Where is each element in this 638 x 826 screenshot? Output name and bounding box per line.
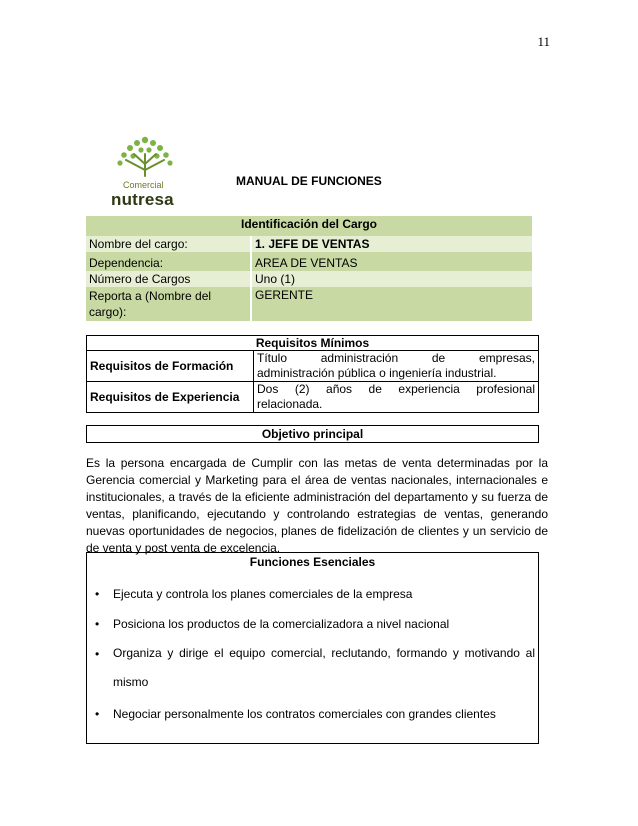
objetivo-text: Es la persona encargada de Cumplir con las metas de venta determinadas por la Gerencia comercial y Marketing para el área de ventas nacionales, internacionales e institucionales, a través de la eficiente administración del departamento y su fuerza de ventas, planificando, ejecutando y controlando estrategias de ventas, generando nuevas oportunidades de negocios, planes de fidelización de clientes y un servicio de de venta y post venta de excelencia.	[86, 456, 548, 555]
list-item-text: Ejecuta y controla los planes comerciales de la empresa	[113, 587, 413, 601]
row-label: Dependencia:	[86, 252, 250, 271]
identificacion-title: Identificación del Cargo	[86, 216, 532, 236]
logo-text-comercial: Comercial	[123, 180, 164, 190]
list-item-text: Posiciona los productos de la comercializadora a nivel nacional	[113, 617, 450, 631]
list-item	[95, 579, 535, 609]
bullet-icon: •	[95, 707, 100, 721]
company-logo	[96, 130, 194, 214]
table-row	[87, 382, 539, 413]
table-row	[86, 287, 532, 321]
row-label: Requisitos de Experiencia	[87, 382, 254, 413]
row-value	[254, 382, 539, 413]
value-line: administración pública o ingeniería industrial.	[257, 366, 497, 380]
table-row	[86, 236, 532, 252]
funciones-box	[86, 552, 539, 744]
value-line: relacionada.	[257, 397, 323, 411]
row-value	[254, 351, 539, 382]
row-label: Reporta a (Nombre del cargo):	[86, 287, 250, 321]
list-item	[95, 609, 535, 639]
identificacion-table	[86, 216, 532, 321]
bullet-icon: •	[95, 587, 100, 601]
row-label: Nombre del cargo:	[86, 236, 250, 252]
logo-text-nutresa: nutresa	[111, 190, 174, 209]
list-item-text: Negociar personalmente los contratos comerciales con grandes clientes	[113, 707, 496, 721]
objetivo-title: Objetivo principal	[86, 425, 539, 443]
row-value: Uno (1)	[252, 271, 532, 287]
bullet-icon: •	[95, 647, 100, 661]
funciones-title: Funciones Esenciales	[249, 555, 376, 569]
table-row	[86, 271, 532, 287]
row-label: Número de Cargos	[86, 271, 250, 287]
list-item-text: Organiza y dirige el equipo comercial, reclutando, formando y motivando al mismo	[113, 646, 535, 689]
list-item	[95, 639, 535, 697]
bullet-icon: •	[95, 617, 100, 631]
row-value: GERENTE	[252, 287, 532, 321]
requisitos-table	[86, 335, 539, 413]
page-number: 11	[537, 34, 550, 49]
value-line: Dos (2) años de experiencia profesional	[257, 382, 535, 396]
requisitos-title: Requisitos Mínimos	[87, 336, 539, 351]
table-row	[86, 252, 532, 271]
value-line: Título administración de empresas,	[257, 351, 535, 365]
document-title: MANUAL DE FUNCIONES	[236, 174, 382, 188]
row-value: 1. JEFE DE VENTAS	[252, 236, 532, 252]
row-value: AREA DE VENTAS	[252, 252, 532, 271]
table-row	[87, 351, 539, 382]
row-label: Requisitos de Formación	[87, 351, 254, 382]
list-item	[95, 699, 535, 729]
